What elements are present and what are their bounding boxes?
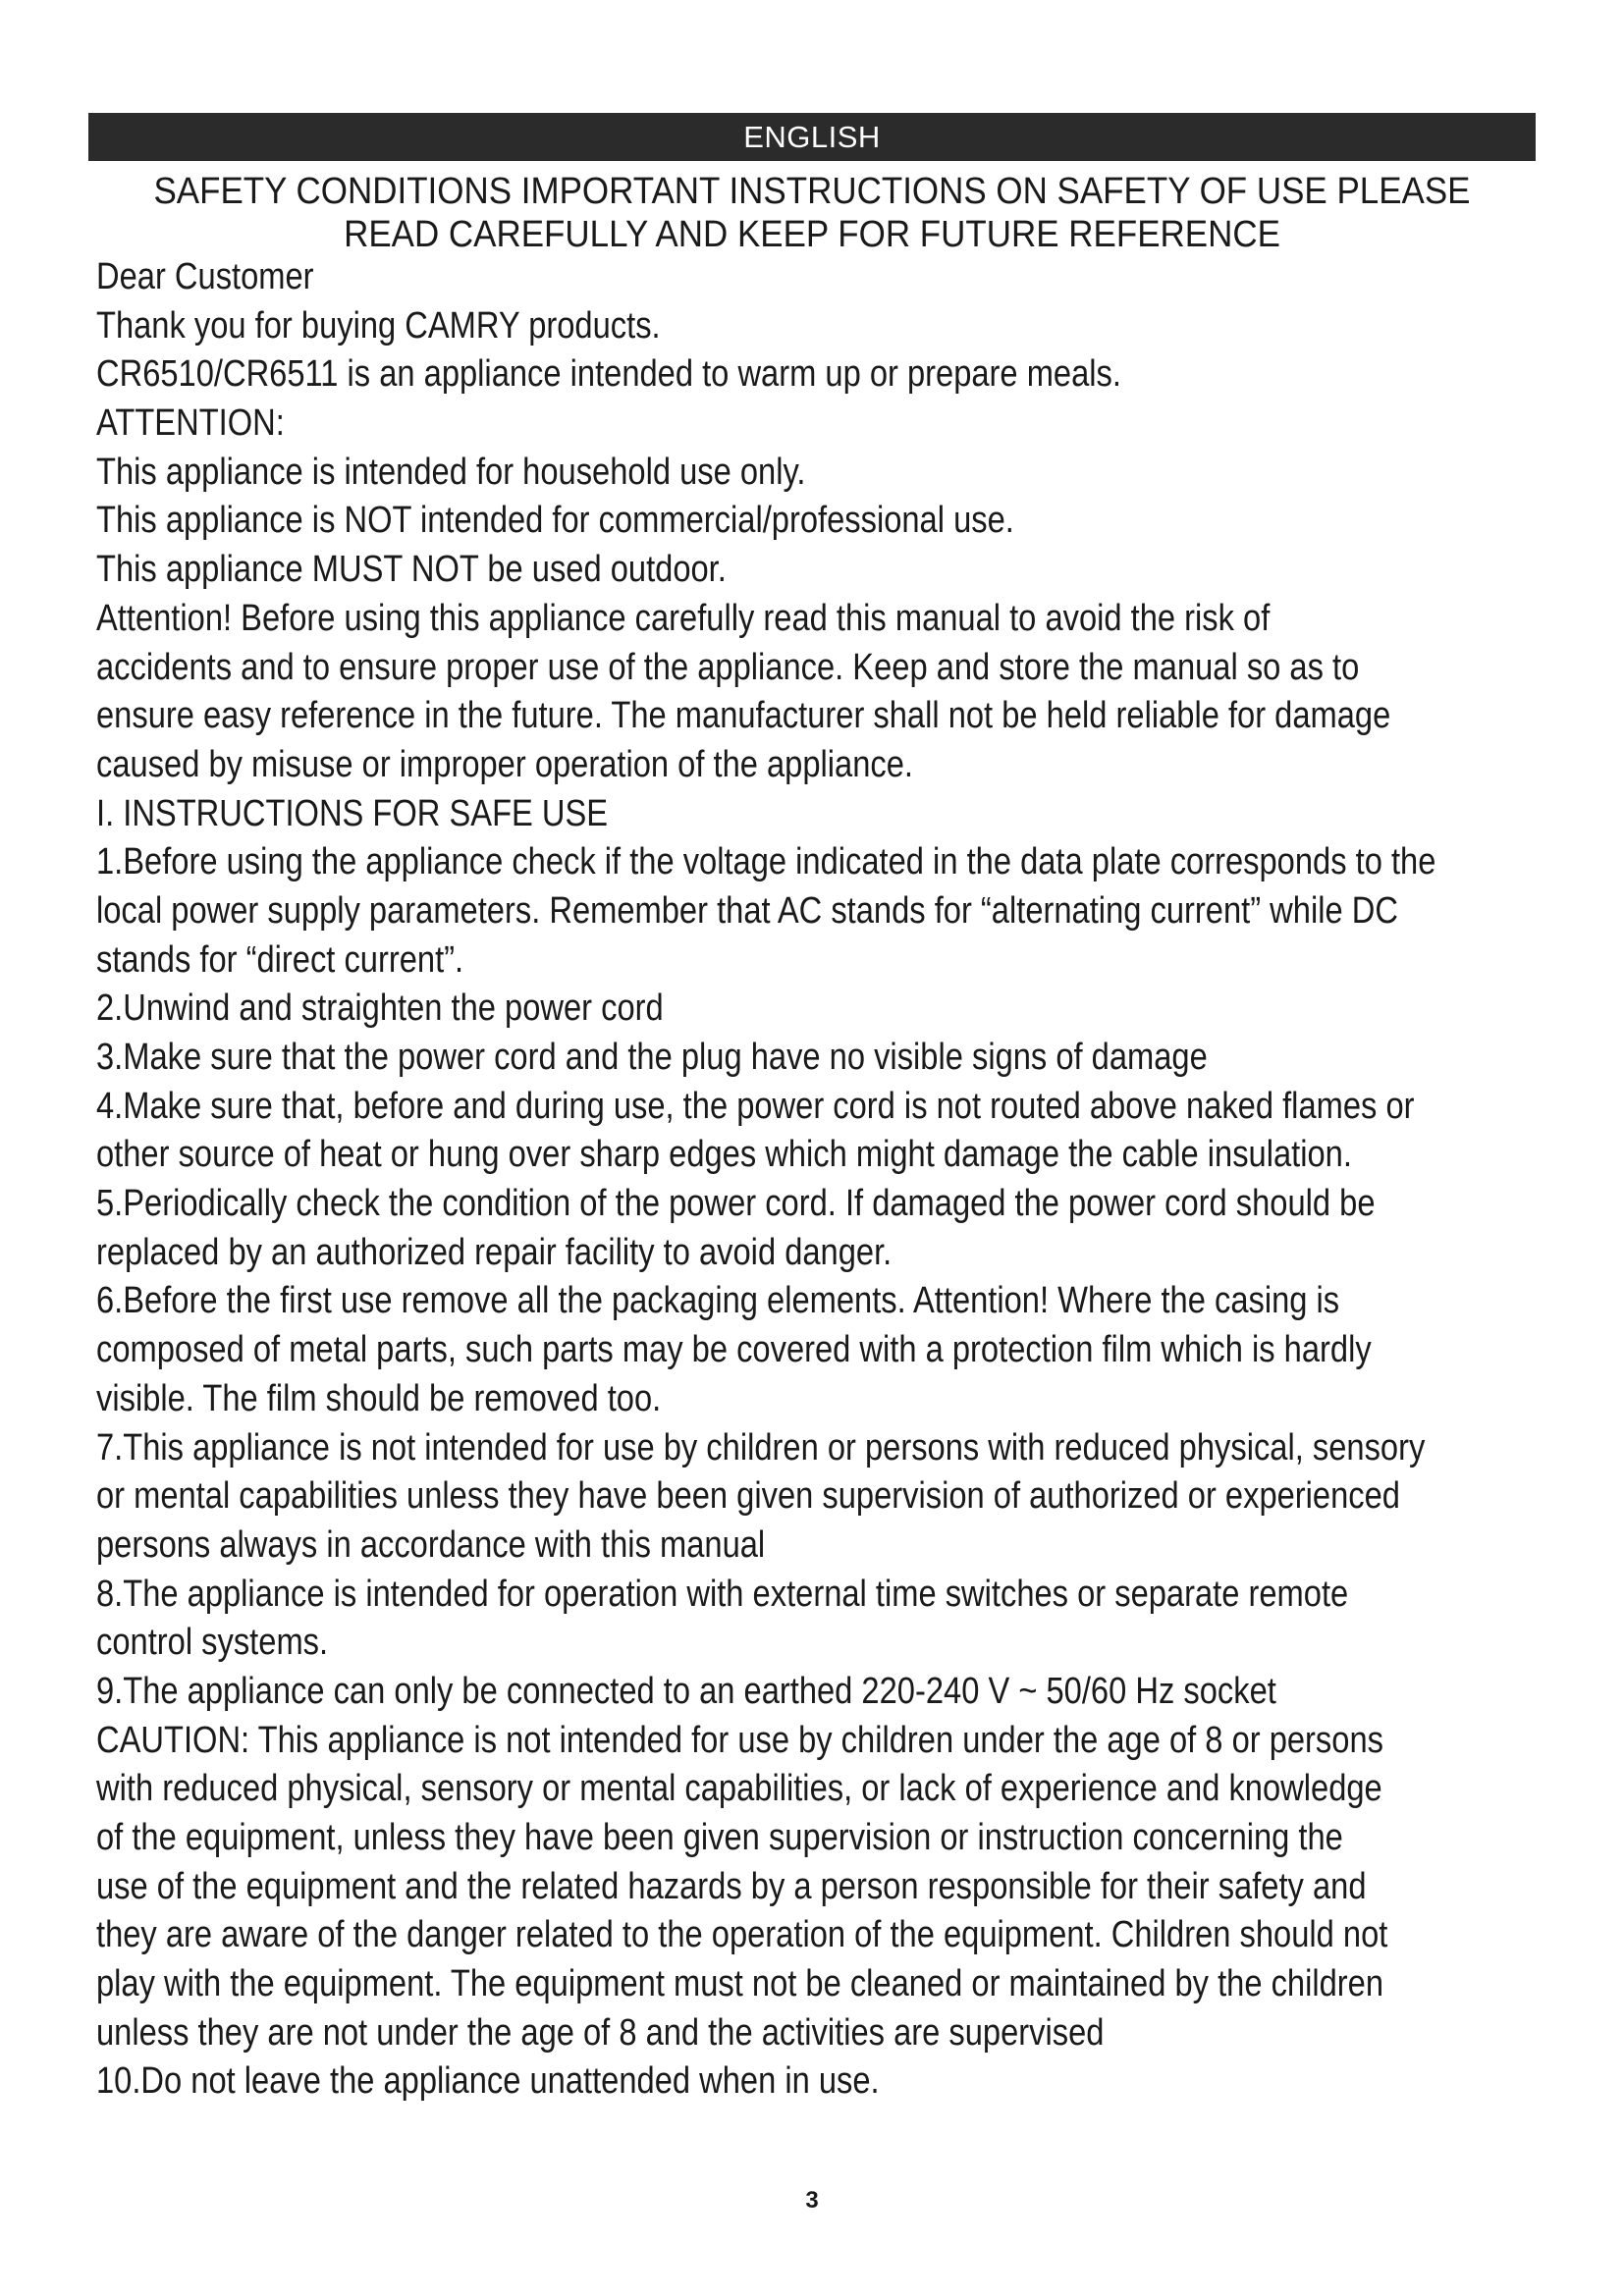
greeting-line: Dear Customer	[96, 256, 314, 297]
caution-line: play with the equipment. The equipment must not be cleaned or maintained by the children	[96, 1963, 1384, 2005]
text-line: accidents and to ensure proper use of the appliance. Keep and store the manual so as to	[96, 646, 1360, 688]
text-line: ensure easy reference in the future. The manufacturer shall not be held reliable for damage	[96, 695, 1391, 737]
instruction-line: local power supply parameters. Remember that AC stands for “alternating current” while DC	[96, 889, 1398, 932]
page-number: 3	[805, 2187, 819, 2214]
instruction-line: 6.Before the first use remove all the packaging elements. Attention! Where the casing is	[96, 1280, 1340, 1322]
instruction-line: other source of heat or hung over sharp edges which might damage the cable insulation.	[96, 1134, 1352, 1176]
title-line-1: SAFETY CONDITIONS IMPORTANT INSTRUCTIONS ON SAFETY OF USE PLEASE	[153, 171, 1471, 212]
instruction-line: 3.Make sure that the power cord and the plug have no visible signs of damage	[96, 1037, 1208, 1078]
instruction-line: persons always in accordance with this manual	[96, 1523, 766, 1566]
document-title	[146, 170, 1478, 256]
instruction-line: visible. The film should be removed too.	[96, 1377, 662, 1419]
instruction-line: replaced by an authorized repair facility to avoid danger.	[96, 1231, 893, 1273]
text-line: This appliance is intended for household use only.	[96, 451, 806, 493]
instruction-line: 7.This appliance is not intended for use by children or persons with reduced physical, sensory	[96, 1426, 1426, 1468]
title-line-2: READ CAREFULLY AND KEEP FOR FUTURE REFERENCE	[344, 214, 1280, 255]
text-line: caused by misuse or improper operation of the appliance.	[96, 743, 914, 785]
instruction-line: or mental capabilities unless they have been given supervision of authorized or experienced	[96, 1475, 1400, 1518]
intro-line: CR6510/CR6511 is an appliance intended to warm up or prepare meals.	[96, 353, 1121, 396]
body-text	[96, 253, 1436, 2107]
language-header-bar: ENGLISH	[88, 113, 1536, 161]
instruction-line: 1.Before using the appliance check if the voltage indicated in the data plate corresponds to the	[96, 841, 1436, 883]
caution-line: with reduced physical, sensory or mental capabilities, or lack of experience and knowledge	[96, 1768, 1382, 1810]
instruction-line: control systems.	[96, 1622, 329, 1664]
instruction-line: stands for “direct current”.	[96, 938, 464, 981]
text-line: This appliance is NOT intended for commercial/professional use.	[96, 500, 1014, 542]
instruction-line: 4.Make sure that, before and during use, the power cord is not routed above naked flames or	[96, 1085, 1415, 1127]
instruction-line: 2.Unwind and straighten the power cord	[96, 988, 664, 1030]
text-line: This appliance MUST NOT be used outdoor.	[96, 549, 727, 591]
caution-line: use of the equipment and the related hazards by a person responsible for their safety and	[96, 1865, 1367, 1907]
caution-line: they are aware of the danger related to the operation of the equipment. Children should not	[96, 1914, 1388, 1956]
attention-heading: ATTENTION:	[96, 402, 285, 445]
thanks-line: Thank you for buying CAMRY products.	[96, 304, 661, 347]
section-heading: I. INSTRUCTIONS FOR SAFE USE	[96, 792, 609, 834]
caution-line: of the equipment, unless they have been given supervision or instruction concerning the	[96, 1817, 1343, 1858]
caution-line: CAUTION: This appliance is not intended for use by children under the age of 8 or persons	[96, 1719, 1383, 1761]
text-line: Attention! Before using this appliance carefully read this manual to avoid the risk of	[96, 597, 1271, 639]
instruction-line: 5.Periodically check the condition of the power cord. If damaged the power cord should be	[96, 1183, 1376, 1225]
instruction-line: 8.The appliance is intended for operation with external time switches or separate remote	[96, 1573, 1349, 1615]
caution-line: unless they are not under the age of 8 and the activities are supervised	[96, 2011, 1105, 2054]
instruction-line: 10.Do not leave the appliance unattended when in use.	[96, 2060, 880, 2103]
instruction-line: 9.The appliance can only be connected to an earthed 220-240 V ~ 50/60 Hz socket	[96, 1670, 1276, 1712]
instruction-line: composed of metal parts, such parts may be covered with a protection film which is hardly	[96, 1329, 1372, 1371]
